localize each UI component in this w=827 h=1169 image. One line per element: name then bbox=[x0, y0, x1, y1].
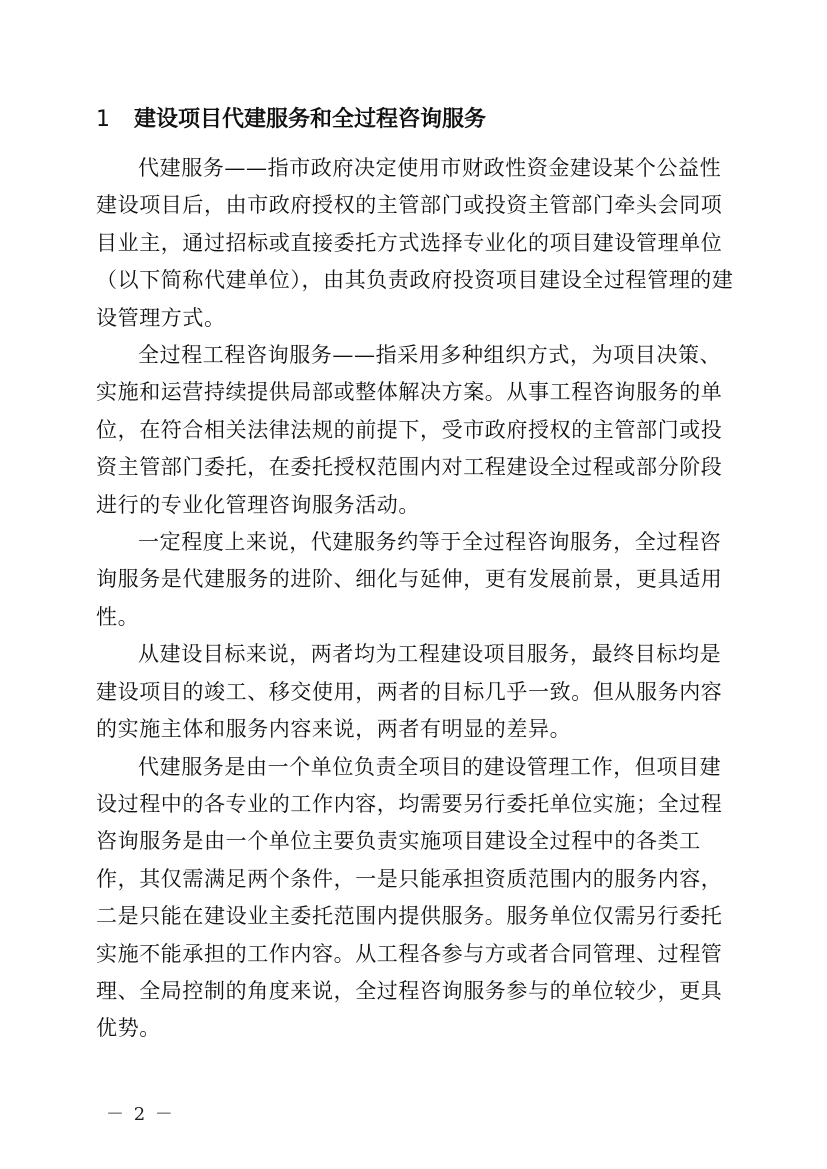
body-text bbox=[96, 150, 748, 1048]
text-line: 从建设目标来说，两者均为工程建设项目服务，最终目标均是 bbox=[138, 642, 722, 667]
text-line: 实施和运营持续提供局部或整体解决方案。从事工程咨询服务的单 bbox=[96, 380, 723, 405]
text-line: 位，在符合相关法律法规的前提下，受市政府授权的主管部门或投 bbox=[96, 417, 723, 442]
paragraph-comparison bbox=[96, 524, 748, 636]
paragraph-daijian-definition bbox=[96, 150, 748, 337]
text-line: 二是只能在建设业主委托范围内提供服务。服务单位仅需另行委托 bbox=[96, 904, 723, 929]
paragraph-differences bbox=[96, 749, 748, 1048]
text-line: 代建服务是由一个单位负责全项目的建设管理工作，但项目建 bbox=[138, 754, 722, 779]
text-line: 咨询服务是由一个单位主要负责实施项目建设全过程中的各类工 bbox=[96, 829, 701, 854]
text-line: 的实施主体和服务内容来说，两者有明显的差异。 bbox=[96, 717, 572, 742]
text-line: 设过程中的各专业的工作内容，均需要另行委托单位实施；全过程 bbox=[96, 791, 723, 816]
text-line: 进行的专业化管理咨询服务活动。 bbox=[96, 492, 420, 517]
text-line: 全过程工程咨询服务——指采用多种组织方式，为项目决策、 bbox=[138, 343, 722, 368]
text-line: 理、全局控制的角度来说，全过程咨询服务参与的单位较少，更具 bbox=[96, 978, 723, 1003]
text-line: 代建服务——指市政府决定使用市财政性资金建设某个公益性 bbox=[138, 156, 722, 180]
paragraph-goals bbox=[96, 636, 748, 748]
text-line: 询服务是代建服务的进阶、细化与延伸，更有发展前景，更具适用 bbox=[96, 567, 723, 592]
text-line: 实施不能承担的工作内容。从工程各参与方或者合同管理、过程管 bbox=[96, 941, 723, 966]
text-line: 一定程度上来说，代建服务约等于全过程咨询服务，全过程咨 bbox=[138, 530, 722, 555]
section-heading bbox=[96, 104, 756, 136]
text-line: （以下简称代建单位），由其负责政府投资项目建设全过程管理的建 bbox=[96, 268, 734, 293]
text-line: 目业主，通过招标或直接委托方式选择专业化的项目建设管理单位 bbox=[96, 230, 723, 255]
section-number: 1 bbox=[96, 107, 110, 132]
text-line: 建设项目后，由市政府授权的主管部门或投资主管部门牵头会同项 bbox=[96, 193, 723, 218]
text-line: 性。 bbox=[96, 604, 140, 629]
text-line: 资主管部门委托，在委托授权范围内对工程建设全过程或部分阶段 bbox=[96, 455, 723, 480]
section-title: 建设项目代建服务和全过程咨询服务 bbox=[134, 107, 487, 132]
text-line: 建设项目的竣工、移交使用，两者的目标几乎一致。但从服务内容 bbox=[96, 679, 723, 704]
page-number: － 2 － bbox=[106, 1104, 175, 1125]
text-line: 优势。 bbox=[96, 1016, 161, 1041]
text-line: 作，其仅需满足两个条件，一是只能承担资质范围内的服务内容， bbox=[96, 866, 723, 891]
text-line: 设管理方式。 bbox=[96, 305, 226, 330]
paragraph-consulting-definition bbox=[96, 337, 748, 524]
